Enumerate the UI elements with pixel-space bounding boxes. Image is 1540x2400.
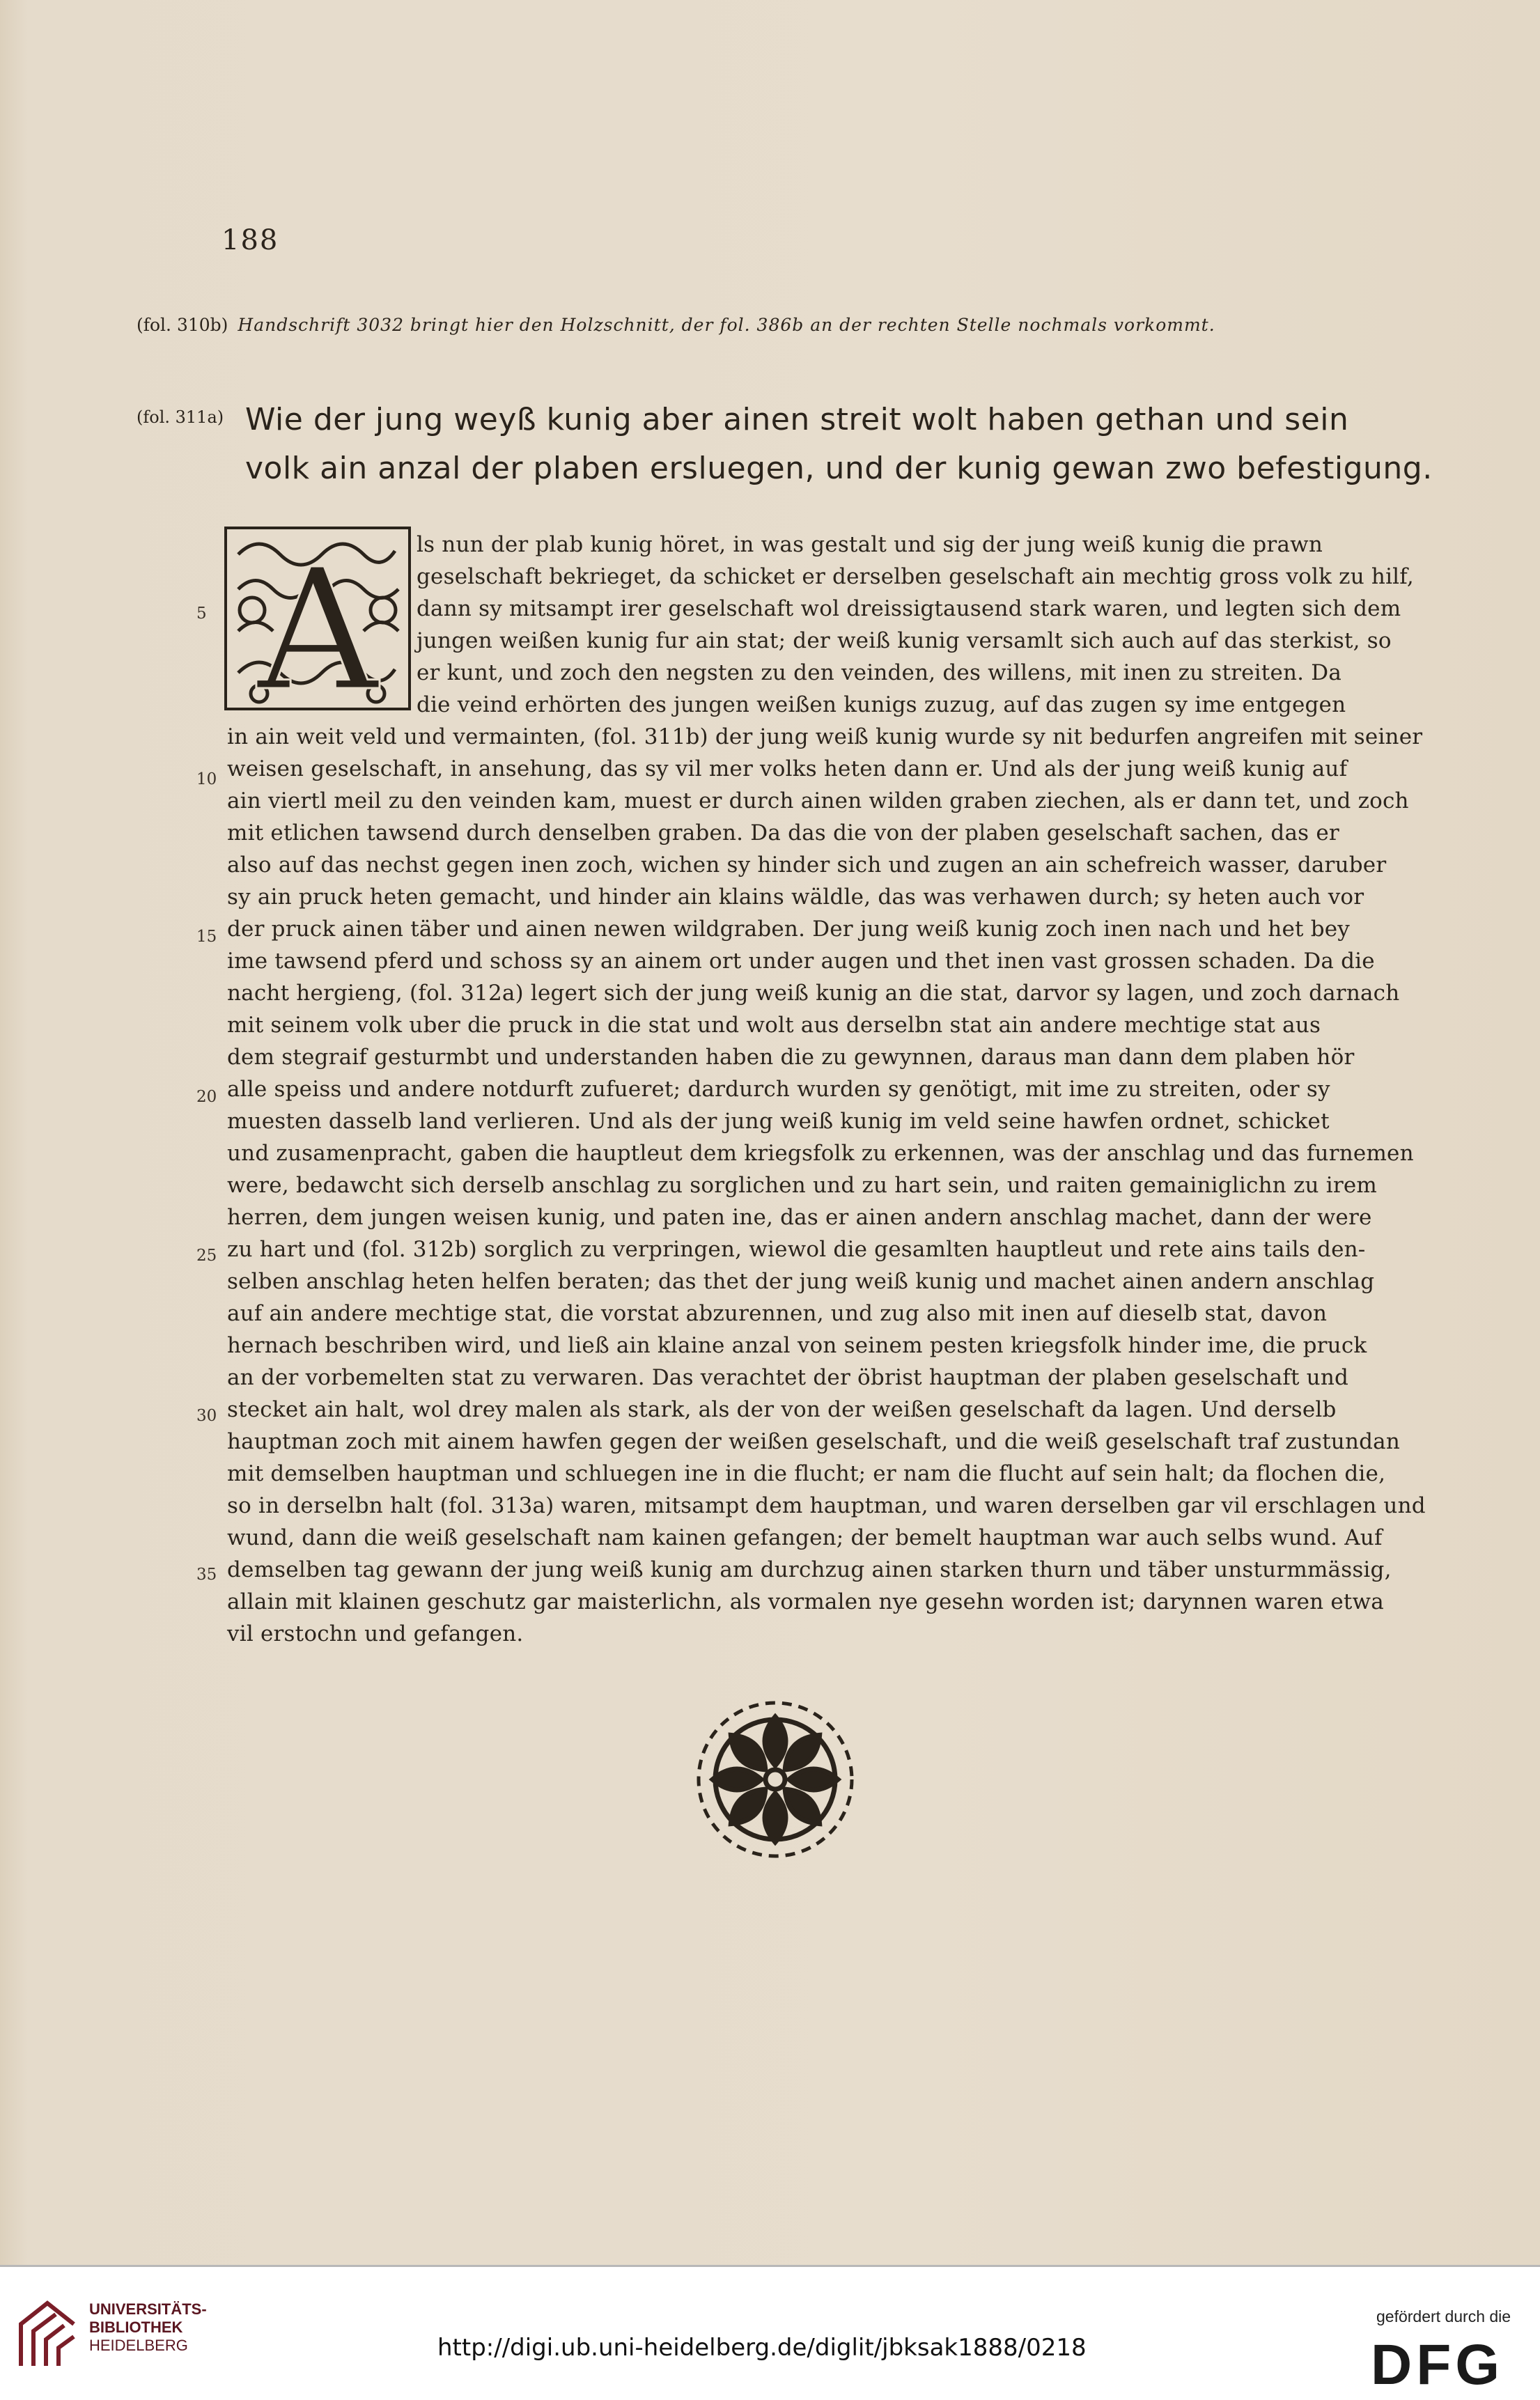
initial-letter: A bbox=[257, 533, 378, 710]
folio-note bbox=[137, 315, 1321, 335]
viewer-footer bbox=[0, 2265, 1540, 2400]
text-line: weisen geselschaft, in ansehung, das sy vil mer volks heten dann er. Und als der jung weiß kunig auf bbox=[227, 756, 1348, 781]
text-line: geselschaft bekrieget, da schicket er derselben geselschaft ain mechtig gross volk zu hilf, bbox=[417, 564, 1414, 589]
text-line: selben anschlag heten helfen beraten; das thet der jung weiß kunig und machet ainen andern anschlag bbox=[227, 1269, 1375, 1294]
library-name-line: BIBLIOTHEK bbox=[89, 2319, 183, 2336]
line-number: 20 bbox=[196, 1088, 217, 1106]
text-line: dann sy mitsampt irer geselschaft wol dreissigtausend stark waren, und legten sich dem bbox=[417, 596, 1401, 621]
line-number: 10 bbox=[196, 770, 217, 788]
line-number: 15 bbox=[196, 928, 217, 946]
library-name-line: HEIDELBERG bbox=[89, 2337, 188, 2354]
text-line: an der vorbemelten stat zu verwaren. Das verachtet der öbrist hauptman der plaben geselschaft und bbox=[227, 1365, 1349, 1390]
text-line: stecket ain halt, wol drey malen als stark, als der von der weißen geselschaft da lagen. Und derselb bbox=[227, 1397, 1337, 1422]
text-line: und zusamenpracht, gaben die hauptleut dem kriegsfolk zu erkennen, was der anschlag und das furnemen bbox=[227, 1141, 1414, 1166]
funded-by-label: gefördert durch die bbox=[1376, 2307, 1511, 2325]
text-line: der pruck ainen täber und ainen newen wildgraben. Der jung weiß kunig zoch inen nach und het bey bbox=[227, 917, 1351, 942]
text-line: nacht hergieng, (fol. 312a) legert sich der jung weiß kunig an die stat, darvor sy lagen, und zoch darnach bbox=[227, 981, 1400, 1006]
text-line: mit demselben hauptman und schluegen ine in die flucht; er nam die flucht auf sein halt; da flochen die, bbox=[227, 1461, 1386, 1486]
text-line: allain mit klainen geschutz gar maisterlichn, als vormalen nye gesehn worden ist; darynnen waren etwa bbox=[227, 1589, 1384, 1614]
text-line: were, bedawcht sich derselb anschlag zu sorglichen und zu hart sein, und raiten gemainiglichn zu irem bbox=[227, 1173, 1377, 1198]
line-number: 35 bbox=[196, 1566, 217, 1584]
text-line: hernach beschriben wird, und ließ ain klaine anzal von seinem pesten kriegsfolk hinder ime, die pruck bbox=[227, 1333, 1367, 1358]
chapter-title bbox=[245, 396, 1433, 493]
text-line: zu hart und (fol. 312b) sorglich zu verpringen, wiewol die gesamlten hauptleut und rete ains tails den- bbox=[227, 1237, 1366, 1262]
folio-note-text: Handschrift 3032 bringt hier den Holzschnitt, der fol. 386b an der rechten Stelle nochmals vorkommt. bbox=[238, 315, 1215, 335]
line-number: 30 bbox=[196, 1407, 217, 1425]
university-library-logo-icon bbox=[14, 2296, 81, 2373]
text-line: auf ain andere mechtige stat, die vorstat abzurennen, und zug also mit inen auf dieselb stat, davon bbox=[227, 1301, 1328, 1326]
text-line: mit seinem volk uber die pruck in die stat und wolt aus derselbn stat ain andere mechtige stat aus bbox=[227, 1013, 1321, 1038]
text-line: mit etlichen tawsend durch denselben graben. Da das die von der plaben geselschaft sachen, das er bbox=[227, 820, 1339, 846]
text-line: die veind erhörten des jungen weißen kunigs zuzug, auf das zugen sy ime entgegen bbox=[417, 692, 1346, 717]
ornament-rosette-icon bbox=[688, 1692, 862, 1867]
text-line: so in derselbn halt (fol. 313a) waren, mitsampt dem hauptman, und waren derselben gar vil erschlagen und bbox=[227, 1493, 1426, 1518]
line-number: 25 bbox=[196, 1247, 217, 1265]
text-line: dem stegraif gesturmbt und understanden haben die zu gewynnen, daraus man dann dem plaben hör bbox=[227, 1045, 1355, 1070]
text-line: ls nun der plab kunig höret, in was gestalt und sig der jung weiß kunig die prawn bbox=[417, 532, 1323, 557]
text-line: demselben tag gewann der jung weiß kunig am durchzug ainen starken thurn und täber unsturmmässig, bbox=[227, 1557, 1392, 1582]
text-line: alle speiss und andere notdurft zufueret; dardurch wurden sy genötigt, mit ime zu streiten, oder sy bbox=[227, 1077, 1330, 1102]
text-line: ain viertl meil zu den veinden kam, muest er durch ainen wilden graben ziechen, als er dann tet, und zoch bbox=[227, 788, 1409, 813]
chapter-title-line-1: Wie der jung weyß kunig aber ainen streit wolt haben gethan und sein bbox=[245, 402, 1349, 437]
dfg-logo-icon: DFG bbox=[1371, 2333, 1504, 2397]
text-line: herren, dem jungen weisen kunig, und paten ine, das er ainen andern anschlag machet, dann der were bbox=[227, 1205, 1372, 1230]
library-name bbox=[89, 2300, 207, 2355]
text-line: wund, dann die weiß geselschaft nam kainen gefangen; der bemelt hauptman war auch selbs wund. Auf bbox=[227, 1525, 1383, 1550]
document-url-link[interactable]: http://digi.ub.uni-heidelberg.de/diglit/jbksak1888/0218 bbox=[437, 2334, 1087, 2362]
chapter-folio-ref: (fol. 311a) bbox=[137, 407, 224, 427]
text-line: also auf das nechst gegen inen zoch, wichen sy hinder sich und zugen an ain schefreich wasser, daruber bbox=[227, 852, 1387, 878]
text-line: sy ain pruck heten gemacht, und hinder ain klains wäldle, das was verhawen durch; sy heten auch vor bbox=[227, 885, 1364, 910]
page-number: 188 bbox=[221, 224, 279, 256]
library-name-line: UNIVERSITÄTS- bbox=[89, 2300, 207, 2318]
text-line: ime tawsend pferd und schoss sy an ainem ort under augen und thet inen vast grossen schaden. Da die bbox=[227, 949, 1375, 974]
text-line: vil erstochn und gefangen. bbox=[227, 1621, 524, 1646]
line-number: 5 bbox=[196, 605, 207, 623]
text-line: in ain weit veld und vermainten, (fol. 311b) der jung weiß kunig wurde sy nit bedurfen angreifen mit seiner bbox=[227, 724, 1423, 749]
text-line: jungen weißen kunig fur ain stat; der weiß kunig versamlt sich auch auf das sterkist, so bbox=[417, 628, 1392, 653]
folio-ref: (fol. 310b) bbox=[137, 315, 228, 335]
text-line: er kunt, und zoch den negsten zu den veinden, des willens, mit inen zu streiten. Da bbox=[417, 660, 1341, 685]
text-line: hauptman zoch mit ainem hawfen gegen der weißen geselschaft, und die weiß geselschaft traf zustundan bbox=[227, 1429, 1401, 1454]
text-line: muesten dasselb land verlieren. Und als der jung weiß kunig im veld seine hawfen ordnet, schicket bbox=[227, 1109, 1330, 1134]
chapter-title-line-2: volk ain anzal der plaben ersluegen, und der kunig gewan zwo befestigung. bbox=[245, 451, 1433, 486]
decorated-initial-icon bbox=[224, 527, 411, 710]
